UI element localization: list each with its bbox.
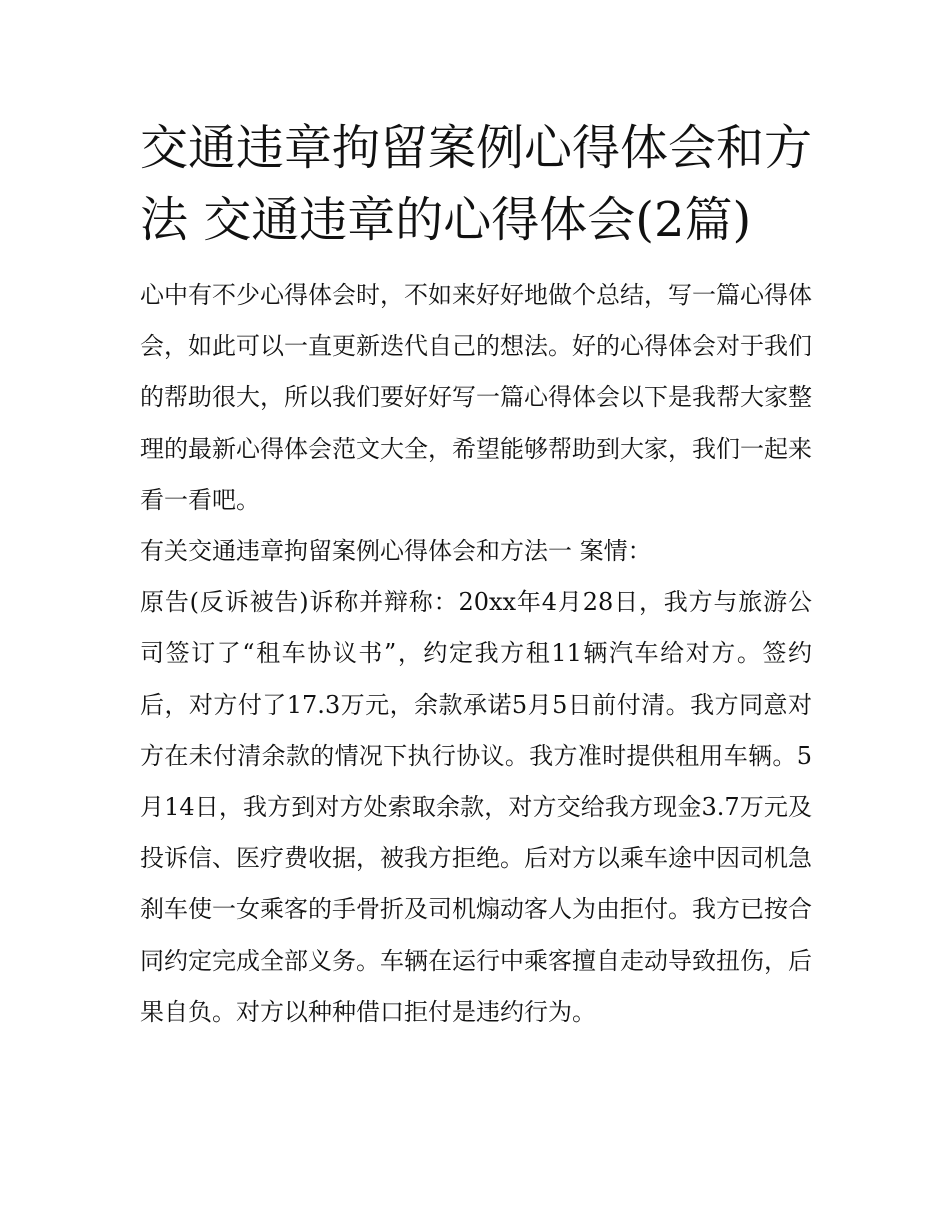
intro-paragraph: 心中有不少心得体会时，不如来好好地做个总结，写一篇心得体会，如此可以一直更新迭代自己的想法。好的心得体会对于我们的帮助很大，所以我们要好好写一篇心得体会以下是我帮大家整理的最新心得体会范文大全，希望能够帮助到大家，我们一起来看一看吧。 xyxy=(140,281,812,514)
document-page xyxy=(140,112,812,1038)
document-body xyxy=(140,270,812,1038)
section-heading: 有关交通违章拘留案例心得体会和方法一 案情： xyxy=(140,537,652,566)
case-paragraph: 原告(反诉被告)诉称并辩称：20xx年4月28日，我方与旅游公司签订了“租车协议书”，约定我方租11辆汽车给对方。签约后，对方付了17.3万元，余款承诺5月5日前付清。我方同意对方在未付清余款的情况下执行协议。我方准时提供租用车辆。5月14日，我方到对方处索取余款，对方交给我方现金3.7万元及投诉信、医疗费收据，被我方拒绝。后对方以乘车途中因司机急刹车使一女乘客的手骨折及司机煽动客人为由拒付。我方已按合同约定完成全部义务。车辆在运行中乘客擅自走动导致扭伤，后果自负。对方以种种借口拒付是违约行为。 xyxy=(140,588,812,1026)
document-title: 交通违章拘留案例心得体会和方法 交通违章的心得体会(2篇) xyxy=(140,120,813,248)
